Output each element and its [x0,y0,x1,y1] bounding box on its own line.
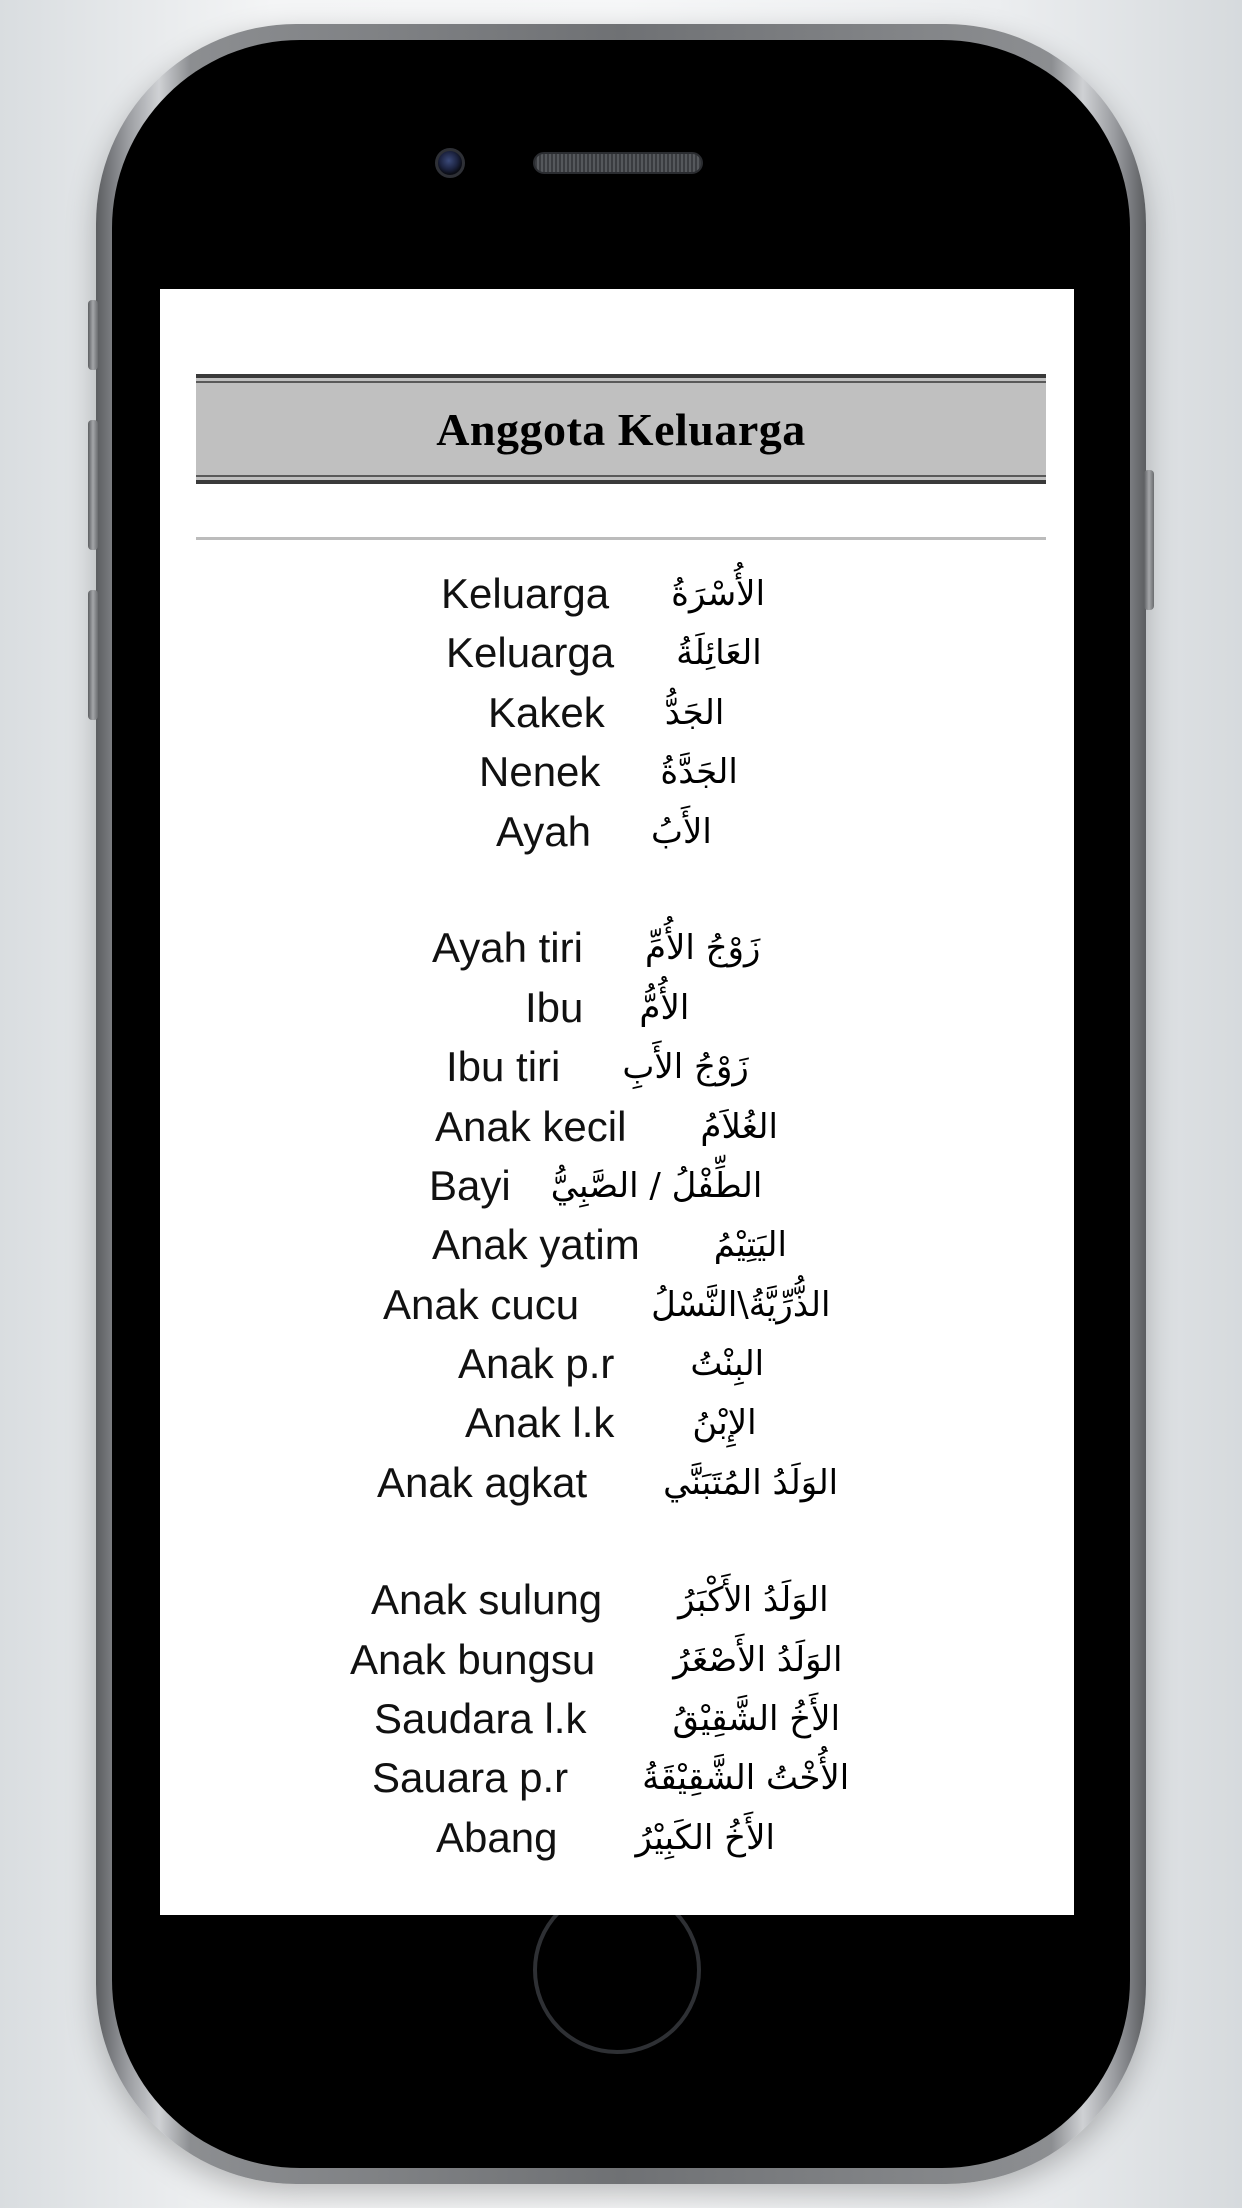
vocab-row [350,1630,842,1690]
vocab-indonesian: Anak cucu [383,1281,580,1328]
vocab-arabic: العَائِلَةُ [676,633,762,673]
vocab-list [160,289,1074,1915]
vocab-arabic: الوَلَدُ الأَكْبَرُ [678,1580,829,1620]
vocab-indonesian: Keluarga [446,629,615,676]
vocab-arabic: البِنْتُ [690,1344,765,1384]
vocab-row [435,1097,778,1157]
vocab-indonesian: Ibu tiri [446,1043,561,1090]
vocab-indonesian: Nenek [479,748,601,795]
vocab-indonesian: Anak p.r [458,1340,615,1387]
vocab-row [374,1689,840,1749]
vocab-row [436,1808,775,1868]
vocab-row [479,742,738,802]
vocab-arabic: زَوْجُ الأُمِّ [644,928,761,968]
vocab-indonesian: Anak bungsu [350,1636,596,1683]
vocab-arabic: الجَدُّ [664,693,725,733]
vocab-arabic: الغُلاَمُ [700,1107,778,1147]
vocab-row [383,1275,831,1335]
vocab-arabic: الأُخْتُ الشَّقِيْقَةُ [642,1758,850,1798]
vocab-indonesian: Bayi [429,1162,511,1209]
vocab-indonesian: Keluarga [441,570,610,617]
vocab-row [446,1037,749,1097]
vocab-indonesian: Sauara p.r [372,1754,569,1801]
vocab-arabic: الأُسْرَةُ [671,574,766,614]
volume-down-button [88,590,98,720]
vocab-arabic: الأَخُ الشَّقِيْقُ [672,1699,841,1739]
vocab-indonesian: Ayah [496,808,591,855]
vocab-row [496,802,712,862]
vocab-arabic: الذُّرِّيَّةُ\النَّسْلُ [651,1285,831,1325]
power-button [1144,470,1154,610]
vocab-indonesian: Anak yatim [432,1221,640,1268]
earpiece-speaker [533,152,703,174]
phone-screen [160,289,1074,1915]
vocab-row [371,1570,829,1630]
vocab-row [458,1334,764,1394]
page-title: Anggota Keluarga [436,403,806,455]
vocab-indonesian: Abang [436,1814,558,1861]
vocab-indonesian: Anak kecil [435,1103,627,1150]
volume-up-button [88,420,98,550]
vocab-row [372,1748,849,1808]
vocab-row [432,918,760,978]
vocab-indonesian: Anak l.k [465,1399,615,1446]
vocab-arabic: الإِبْنُ [692,1403,757,1443]
front-camera-icon [435,148,465,178]
vocab-row [488,683,724,743]
vocab-arabic: الجَدَّةُ [660,752,738,792]
vocab-row [525,978,689,1038]
vocab-row [432,1215,787,1275]
vocab-row [441,564,765,624]
mute-switch [88,300,98,370]
vocab-arabic: الأَبُ [650,812,712,852]
vocab-row [429,1156,762,1216]
vocab-indonesian: Ayah tiri [432,924,583,971]
vocab-arabic: الأُمُّ [639,988,690,1028]
vocab-indonesian: Kakek [488,689,605,736]
vocab-arabic: الأَخُ الكَبِيْرُ [635,1818,775,1858]
vocab-row [465,1393,757,1453]
vocab-arabic: الطِّفْلُ / الصَّبِيُّ [550,1166,763,1206]
vocab-indonesian: Ibu [525,984,584,1031]
vocab-arabic: اليَتِيْمُ [713,1225,787,1265]
vocab-indonesian: Anak sulung [371,1576,603,1623]
vocab-row [446,623,762,683]
vocab-indonesian: Saudara l.k [374,1695,587,1742]
vocab-indonesian: Anak agkat [377,1459,588,1506]
vocab-row [377,1453,838,1513]
vocab-arabic: الوَلَدُ المُتَبَنَّي [663,1463,839,1503]
vocab-arabic: الوَلَدُ الأَصْغَرُ [673,1640,843,1680]
vocab-arabic: زَوْجُ الأَبِ [622,1047,749,1087]
